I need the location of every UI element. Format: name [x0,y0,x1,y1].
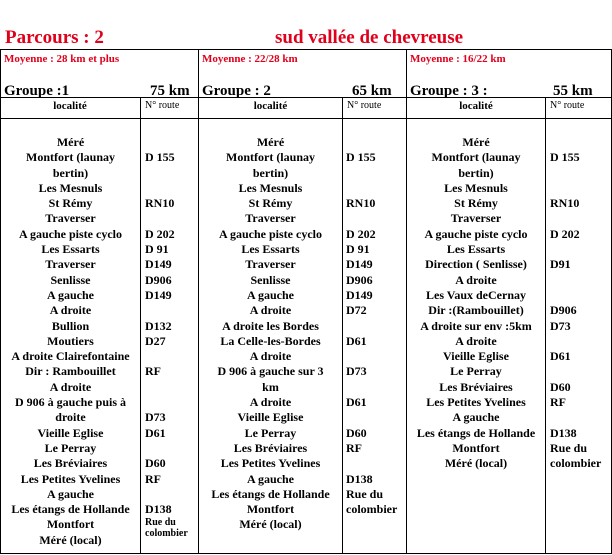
group2-route-line: D61 [346,333,367,348]
group2-localite-line: Traverser [245,211,296,226]
group3-localite-line: Les Mesnuls [444,180,508,195]
group2-route-line [346,456,408,471]
group2-localite-line: A droite les Bordes [222,318,319,333]
group2-col-localite: localité [253,100,288,112]
group3-route-line [550,242,612,257]
table-bottom-border [0,553,612,554]
group3-route-line: D61 [550,349,571,364]
group1-route-line: colombier [145,528,188,540]
group2-route-line [346,349,408,364]
group2-route-line: D61 [346,395,367,410]
group2-localite-line: Les étangs de Hollande [211,486,330,501]
group2-route-line: colombier [346,502,398,517]
group1-col-localite: localité [53,100,87,112]
group1-route-line [145,441,200,456]
group2-route-line [346,211,408,226]
group1-route-line [145,349,200,364]
route-col-divider-1 [140,97,141,554]
column-header-border [0,118,612,119]
group1-localite-line: A droite [49,379,92,394]
group3-localite-line: Les étangs de Hollande [416,425,536,440]
group3-route-line [550,273,612,288]
group2-route-line: D73 [346,364,367,379]
group1-route-line: D61 [145,425,166,440]
group2-localite-line: Montfort [246,502,295,517]
group1-col-route: N° route [145,100,180,111]
group2-localite-line: Les Petites Yvelines [220,456,321,471]
parcours-title: Parcours : 2 [5,27,104,48]
group1-localite-line: Méré (local) [39,532,102,547]
group1-localite-line: Dir : Rambouillet [25,364,116,379]
group3-moyenne: Moyenne : 16/22 km [410,53,506,65]
group-header-border [0,97,612,98]
group1-route-line: D73 [145,410,166,425]
table-top-border [0,49,612,50]
group1-route-line [145,211,200,226]
group1-localite-line: A droite Clairefontaine [11,349,130,364]
group3-localite-line: Les Essarts [446,242,506,257]
group1-route-line: RN10 [145,196,175,211]
group1-route-line: RF [145,471,161,486]
group3-route-line: D 202 [550,226,580,241]
group3-localite-line: Les Petites Yvelines [426,395,526,410]
group1-moyenne: Moyenne : 28 km et plus [4,53,120,65]
group3-col-localite: localité [459,100,493,112]
group1-localite-line: Les Petites Yvelines [20,471,121,486]
group1-route-line [145,395,200,410]
group2-route-line [346,380,408,395]
group1-route-line [145,487,200,502]
group1-route-line: D149 [145,287,172,302]
group1-localite-column [1,135,140,548]
group2-localite-line: Traverser [245,257,296,272]
group3-route-line [550,181,612,196]
group2-localite-column [199,135,342,533]
group2-label: Groupe : 2 [202,83,271,99]
group1-localite-line: Bullion [51,318,90,333]
group2-route-line [346,181,408,196]
group1-localite-line: droite [55,410,86,425]
group2-route-line [346,319,408,334]
group1-localite-line: A droite [49,303,92,318]
group3-localite-line: Les Bréviaires [439,379,513,394]
group3-localite-line: St Rémy [454,196,498,211]
group2-localite-line: St Rémy [248,196,293,211]
group1-route-line [145,135,200,150]
group3-localite-line: Dir :(Rambouillet) [428,303,524,318]
group3-localite-line: Le Perray [450,364,502,379]
group3-localite-line: Vieille Eglise [443,349,509,364]
group2-localite-line: km [262,379,279,394]
group2-route-column [346,135,408,533]
group1-route-line: D 91 [145,242,169,257]
group3-localite-line: A gauche [452,410,500,425]
group1-localite-line: Montfort (launay [26,150,115,165]
group2-localite-line: A gauche piste cyclo [219,226,322,241]
group2-route-line: D 155 [346,150,376,165]
group2-localite-line: Les Mesnuls [238,180,303,195]
group3-localite-line: bertin) [458,165,494,180]
group2-route-line: D149 [346,287,373,302]
group1-localite-line: Les Essarts [41,242,100,257]
group3-localite-column [407,135,545,472]
group3-route-line: D91 [550,257,571,272]
group1-route-line [145,303,200,318]
group1-route-line: D906 [145,272,172,287]
group2-col-route: N° route [347,100,382,111]
group2-route-line: Rue du [346,486,384,501]
group3-route-line [550,410,612,425]
group3-distance: 55 km [553,83,593,99]
group2-route-line: D 202 [346,226,376,241]
group3-localite-line: Montfort (launay [431,150,521,165]
group3-route-line: D906 [550,303,577,318]
group2-localite-line: Vieille Eglise [237,410,304,425]
group3-route-line: D138 [550,425,577,440]
group3-route-line [550,288,612,303]
group2-localite-line: La Celle-les-Bordes [220,333,321,348]
group3-localite-line: A droite [455,272,497,287]
group3-route-line: colombier [550,456,602,471]
group1-localite-line: Les étangs de Hollande [11,502,130,517]
group1-localite-line: A gauche piste cyclo [19,226,122,241]
group2-localite-line: Méré (local) [239,517,302,532]
group3-route-column [550,135,612,472]
group2-route-line: D72 [346,303,367,318]
group1-localite-line: bertin) [52,165,89,180]
group3-route-line [550,364,612,379]
route-col-divider-3 [545,97,546,554]
group3-localite-line: Direction ( Senlisse) [425,257,527,272]
group3-localite-line: A gauche piste cyclo [424,226,528,241]
group3-label: Groupe : 3 : [410,83,488,99]
group2-localite-line: Les Bréviaires [233,440,308,455]
group2-route-line: D138 [346,471,373,486]
group2-localite-line: Montfort (launay [226,150,315,165]
group1-route-line: D149 [145,257,172,272]
group2-localite-line: Le Perray [244,425,297,440]
group2-localite-line: D 906 à gauche sur 3 [217,364,324,379]
group2-distance: 65 km [352,83,392,99]
group3-route-line [550,135,612,150]
group3-route-line: RN10 [550,196,580,211]
group1-localite-line: Les Bréviaires [33,456,108,471]
group1-localite-line: Traverser [45,211,96,226]
group1-route-line: D 202 [145,226,175,241]
group3-col-route: N° route [550,100,585,111]
group1-localite-line: A gauche [46,486,94,501]
group3-localite-line: Les Vaux deCernay [425,287,526,302]
group1-localite-line: Méré [56,135,85,149]
group2-route-line: D149 [346,257,373,272]
group2-moyenne: Moyenne : 22/28 km [202,53,298,65]
group1-label: Groupe :1 [4,83,70,99]
group3-route-line [550,166,612,181]
group1-localite-line: Montfort [46,517,95,532]
group1-localite-line: Les Mesnuls [38,180,103,195]
group2-localite-line: Méré [256,135,285,149]
group1-localite-line: Vieille Eglise [37,425,104,440]
group1-route-column [145,135,200,539]
group3-route-line: D60 [550,379,571,394]
group2-route-line [346,517,408,532]
group3-localite-line: A droite [455,333,497,348]
group1-localite-line: A gauche [46,287,94,302]
group2-localite-line: A droite [249,395,292,410]
group1-route-line [145,181,200,196]
group2-localite-line: A droite [249,303,292,318]
group3-route-line: D 155 [550,150,580,165]
group2-localite-line: Senlisse [250,272,291,287]
group3-route-line: RF [550,395,566,410]
group2-route-line [346,410,408,425]
group2-route-line: RF [346,440,362,455]
group3-localite-line: Montfort [452,440,500,455]
route-col-divider-2 [342,97,343,554]
group1-localite-line: D 906 à gauche puis à [14,395,127,410]
group3-localite-line: Traverser [450,211,502,226]
group1-route-line: RF [145,364,161,379]
group1-localite-line: Senlisse [50,272,91,287]
group2-localite-line: A gauche [246,287,294,302]
group2-route-line: D 91 [346,242,370,257]
group2-route-line: D906 [346,272,373,287]
group1-route-line [145,166,200,181]
group1-route-line: Rue du [145,517,176,529]
group2-route-line: D60 [346,425,367,440]
group2-route-line: RN10 [346,196,376,211]
group1-localite-line: St Rémy [48,196,93,211]
group3-route-line [550,334,612,349]
group1-route-line: D132 [145,318,172,333]
group1-route-line: D138 [145,502,172,517]
group2-localite-line: Les Essarts [241,242,300,257]
group2-route-line [346,166,408,181]
group3-localite-line: A droite sur env :5km [420,318,532,333]
group2-localite-line: A droite [249,349,292,364]
group3-route-line: Rue du [550,440,588,455]
group3-route-line [550,211,612,226]
group3-route-line: D73 [550,318,571,333]
parcours-name: sud vallée de chevreuse [275,27,464,48]
group1-route-line: D27 [145,333,166,348]
group1-distance: 75 km [150,83,190,99]
group1-localite-line: Le Perray [44,440,97,455]
group1-route-line [145,380,200,395]
group2-localite-line: A gauche [246,471,294,486]
group1-localite-line: Moutiers [47,333,94,348]
group2-localite-line: bertin) [252,165,289,180]
group1-route-line: D 155 [145,150,175,165]
group1-route-line: D60 [145,456,166,471]
group3-localite-line: Méré (local) [444,456,508,471]
group2-route-line [346,135,408,150]
group1-localite-line: Traverser [45,257,96,272]
group3-localite-line: Méré [462,135,490,149]
